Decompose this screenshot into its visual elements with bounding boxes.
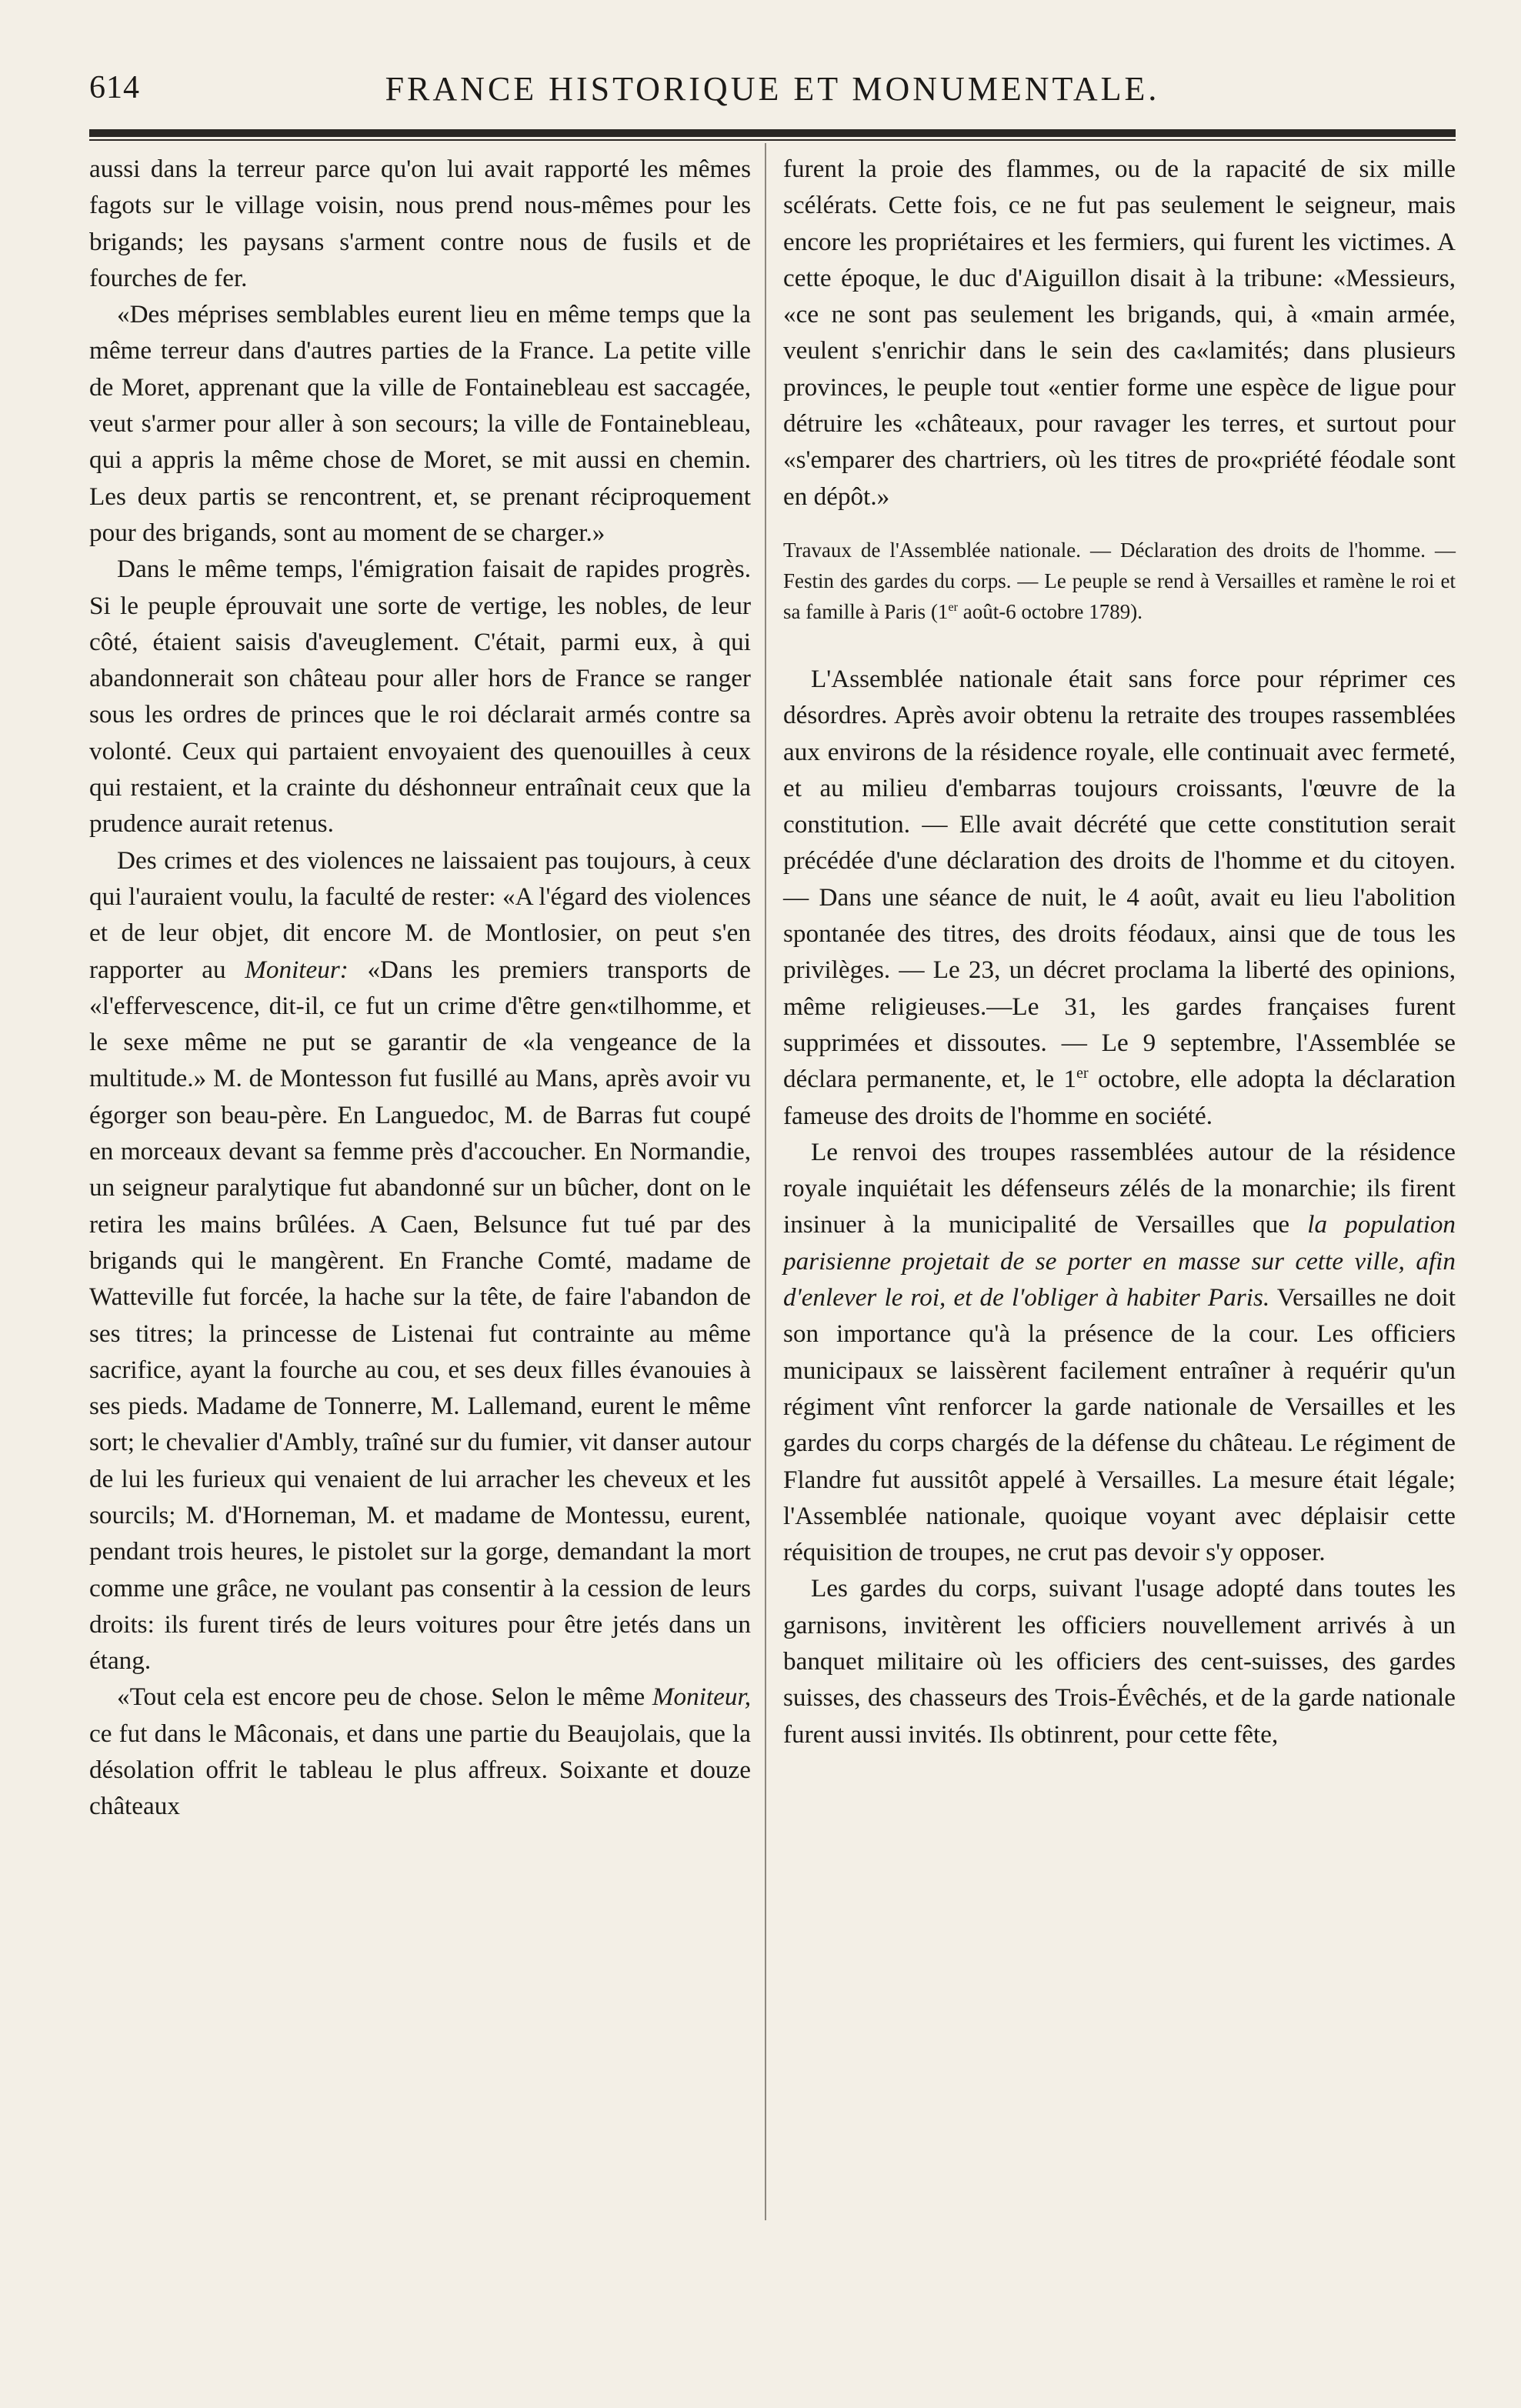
italic-text: la population parisienne projetait de se porter en masse sur cette ville, afin d'enlever le roi, et de l'obliger à habiter Paris. <box>783 1210 1456 1312</box>
paragraph: aussi dans la terreur parce qu'on lui avait rapporté les mêmes fagots sur le village voisin, nous prend nous-mêmes pour les brigands; les paysans s'arment contre nous de fusils et de fourches de fer. <box>89 155 751 292</box>
paragraph <box>783 1134 1456 1571</box>
header-rule <box>89 129 1456 137</box>
section-summary <box>783 535 1456 627</box>
italic-text: Moniteur, <box>652 1683 751 1712</box>
text-run: L'Assemblée nationale était sans force pour réprimer ces désordres. Après avoir obtenu la retraite des troupes rassemblées aux environs de la résidence royale, elle continuait avec fermeté, et au milieu d'embarras toujours croissants, l'œuvre de la constitution. — Elle avait décrété que cette constitution serait précédée d'une déclaration des droits de l'homme et du citoyen. — Dans une séance de nuit, le 4 août, avait eu lieu l'abolition spontanée des titres, des droits féodaux, ainsi que de tous les privilèges. — Le 23, un décret proclama la liberté des opinions, même religieuses.—Le 31, les gardes françaises furent supprimées et dissoutes. — Le 9 septembre, l'Assemblée se déclara permanente, et, le 1 <box>783 664 1456 1094</box>
paragraph <box>89 1679 751 1824</box>
paragraph: «Des méprises semblables eurent lieu en même temps que la même terreur dans d'autres parties de la France. La petite ville de Moret, apprenant que la ville de Fontainebleau est saccagée, veut s'armer pour aller à son secours; la ville de Fontainebleau, qui a appris la même chose de Moret, se mit aussi en chemin. Les deux partis se rencontrent, et, se prenant réciproquement pour des brigands, sont au moment de se charger.» <box>89 300 751 547</box>
text-run: Des crimes et des violences ne laissaient pas toujours, à ceux qui l'auraient voulu, la faculté de rester: «A l'égard des violences et de leur objet, dit encore M. de Montlosier, on peut s'en rapporter au <box>89 845 751 984</box>
paragraph: Dans le même temps, l'émigration faisait de rapides progrès. Si le peuple éprouvait une sorte de vertige, les nobles, de leur côté, étaient saisis d'aveuglement. C'était, parmi eux, à qui abandonnerait son château pour aller hors de France se ranger sous les ordres de princes que le roi déclarait armés contre sa volonté. Ceux qui partaient envoyaient des quenouilles à ceux qui restaient, et la crainte du déshonneur entraînait ceux que la prudence aurait retenus. <box>89 555 751 839</box>
paragraph: Les gardes du corps, suivant l'usage adopté dans toutes les garnisons, invitèrent les officiers nouvellement arrivés à un banquet militaire où les officiers des cent-suisses, des gardes suisses, des chasseurs des Trois-Évêchés, et de la garde nationale furent aussi invités. Ils obtinrent, pour cette fête, <box>783 1574 1456 1749</box>
text-run: Versailles ne doit son importance qu'à la présence de la cour. Les officiers municipaux se laissèrent facilement entraîner à requérir qu'un régiment vînt renforcer la garde nationale de Versailles et les gardes du corps chargés de la défense du château. Le régiment de Flandre fut aussitôt appelé à Versailles. La mesure était légale; l'Assemblée nationale, quoique voyant avec déplaisir cette réquisition de troupes, ne crut pas devoir s'y opposer. <box>783 1283 1456 1567</box>
running-title: FRANCE HISTORIQUE ET MONUMENTALE. <box>385 70 1160 108</box>
superscript: er <box>1076 1065 1089 1082</box>
text-run: Le renvoi des troupes rassemblées autour de la résidence royale inquiétait les défenseurs zélés de la monarchie; ils firent insinuer à la municipalité de Versailles que <box>783 1137 1456 1239</box>
summary-text: Travaux de l'Assemblée nationale. — Déclaration des droits de l'homme. — Festin des gardes du corps. — Le peuple se rend à Versailles et ramène le roi et sa famille à Paris (1 <box>783 538 1456 623</box>
text-run: «Dans les premiers transports de «l'effervescence, dit-il, ce fut un crime d'être gen«tilhomme, et le sexe même ne put se garantir de «la vengeance de la multitude.» M. de Montesson fut fusillé au Mans, après avoir vu égorger son beau-père. En Languedoc, M. de Barras fut coupé en morceaux devant sa femme près d'accoucher. En Normandie, un seigneur paralytique fut abandonné sur un bûcher, dont on le retira les mains brûlées. A Caen, Belsunce fut tué par des brigands qui le mangèrent. En Franche Comté, madame de Watteville fut forcée, la hache sur la tête, de faire l'abandon de ses titres; la princesse de Listenai fut contrainte au même sacrifice, ayant la fourche au cou, et ses deux filles évanouies à ses pieds. Madame de Tonnerre, M. Lallemand, eurent le même sort; le chevalier d'Ambly, traîné sur du fumier, vit danser autour de lui les furieux qui venaient de lui arracher les cheveux et les sourcils; M. d'Horneman, M. et madame de Montessu, eurent, pendant trois heures, le pistolet sur la gorge, demandant la mort comme une grâce, ne voulant pas consentir à la cession de leurs droits: ils furent tirés de leurs voitures pour être jetés dans un étang. <box>89 955 751 1676</box>
text-run: ce fut dans le Mâconais, et dans une partie du Beaujolais, que la désolation offrit le tableau le plus affreux. Soixante et douze châteaux <box>89 1719 751 1821</box>
page-number: 614 <box>89 70 140 105</box>
text-run: «Tout cela est encore peu de chose. Selon le même <box>117 1683 652 1712</box>
right-column <box>783 151 1456 1753</box>
italic-text: Moniteur: <box>245 955 349 984</box>
paragraph <box>783 661 1456 1134</box>
paragraph: furent la proie des flammes, ou de la rapacité de six mille scélérats. Cette fois, ce ne fut pas seulement le seigneur, mais encore les propriétaires et les fermiers, qui furent les victimes. A cette époque, le duc d'Aiguillon disait à la tribune: «Messieurs, «ce ne sont pas seulement les brigands, qui, à «main armée, veulent s'enrichir dans le sein des ca«lamités; dans plusieurs provinces, le peuple tout «entier forme une espèce de ligue pour détruire les «châteaux, pour ravager les terres, et surtout pour «s'emparer des chartriers, où les titres de pro«priété féodale sont en dépôt.» <box>783 155 1456 511</box>
text-run: octobre, elle adopta la déclaration fameuse des droits de l'homme en société. <box>783 1065 1456 1130</box>
left-column <box>89 151 751 1825</box>
superscript: er <box>948 599 959 614</box>
paragraph <box>89 842 751 1679</box>
summary-text: août-6 octobre 1789). <box>958 599 1142 623</box>
page-header <box>89 66 1456 120</box>
header-rule-thin <box>89 139 1456 141</box>
column-divider <box>765 143 766 2220</box>
